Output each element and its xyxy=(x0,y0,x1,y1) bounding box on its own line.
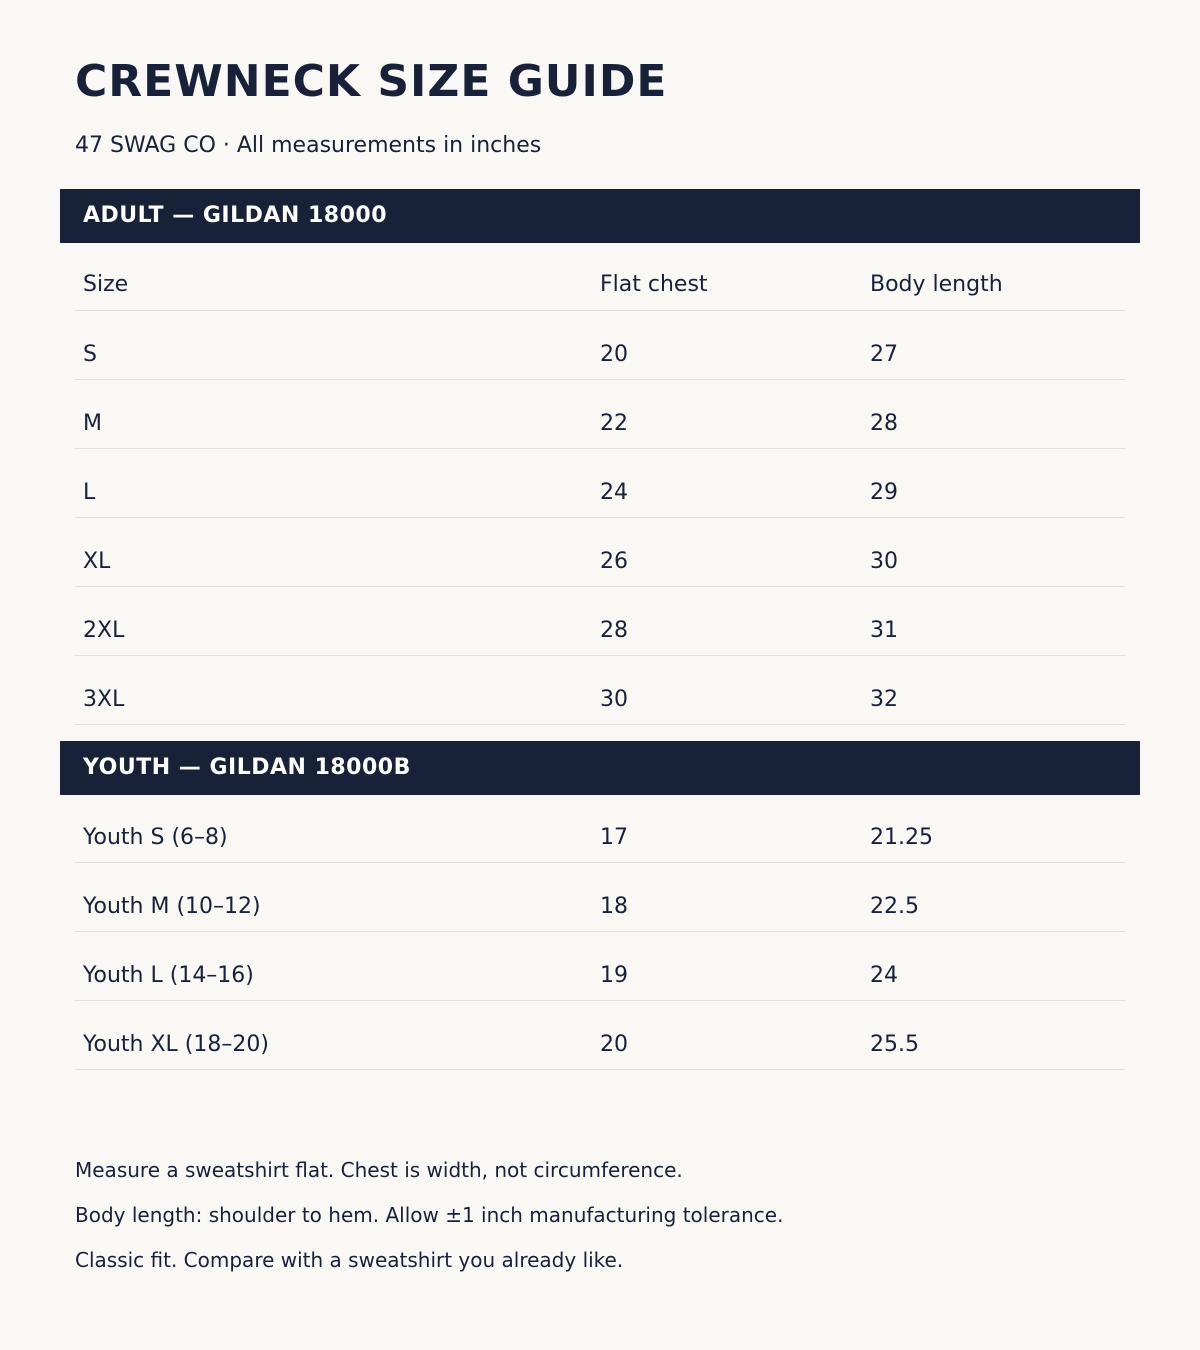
table-row xyxy=(75,587,1125,656)
flat-chest-cell: 19 xyxy=(600,963,628,988)
table-row xyxy=(75,518,1125,587)
section-header-youth: YOUTH — GILDAN 18000B xyxy=(60,741,1140,795)
flat-chest-cell: 17 xyxy=(600,825,628,850)
flat-chest-cell: 28 xyxy=(600,618,628,643)
body-length-cell: 30 xyxy=(870,549,898,574)
column-header-size: Size xyxy=(83,272,129,297)
table-row xyxy=(75,932,1125,1001)
youth-size-table xyxy=(75,794,1125,1070)
measurement-notes xyxy=(75,1150,783,1285)
size-cell: 3XL xyxy=(83,687,125,712)
table-row xyxy=(75,311,1125,380)
flat-chest-cell: 22 xyxy=(600,411,628,436)
table-row xyxy=(75,1001,1125,1070)
size-cell: Youth M (10–12) xyxy=(83,894,261,919)
flat-chest-cell: 30 xyxy=(600,687,628,712)
body-length-cell: 28 xyxy=(870,411,898,436)
size-cell: Youth S (6–8) xyxy=(83,825,228,850)
flat-chest-cell: 20 xyxy=(600,342,628,367)
size-cell: Youth XL (18–20) xyxy=(83,1032,269,1057)
body-length-cell: 27 xyxy=(870,342,898,367)
table-row xyxy=(75,794,1125,863)
table-row xyxy=(75,656,1125,725)
note-classic-fit: Classic fit. Compare with a sweatshirt you already like. xyxy=(75,1248,624,1272)
body-length-cell: 29 xyxy=(870,480,898,505)
body-length-cell: 25.5 xyxy=(870,1032,919,1057)
column-header-body-length: Body length xyxy=(870,272,1003,297)
page-title: CREWNECK SIZE GUIDE xyxy=(75,56,668,107)
size-cell: XL xyxy=(83,549,111,574)
size-cell: 2XL xyxy=(83,618,125,643)
body-length-cell: 21.25 xyxy=(870,825,933,850)
table-row xyxy=(75,380,1125,449)
flat-chest-cell: 20 xyxy=(600,1032,628,1057)
page-subtitle: 47 SWAG CO · All measurements in inches xyxy=(75,133,542,158)
body-length-cell: 24 xyxy=(870,963,898,988)
note-body-length: Body length: shoulder to hem. Allow ±1 inch manufacturing tolerance. xyxy=(75,1203,784,1227)
table-row xyxy=(75,449,1125,518)
flat-chest-cell: 26 xyxy=(600,549,628,574)
flat-chest-cell: 24 xyxy=(600,480,628,505)
table-row xyxy=(75,863,1125,932)
size-cell: L xyxy=(83,480,96,505)
size-cell: Youth L (14–16) xyxy=(83,963,254,988)
size-cell: M xyxy=(83,411,102,436)
adult-size-table xyxy=(75,242,1125,725)
body-length-cell: 31 xyxy=(870,618,898,643)
section-header-adult: ADULT — GILDAN 18000 xyxy=(60,189,1140,243)
body-length-cell: 22.5 xyxy=(870,894,919,919)
table-header-row xyxy=(75,242,1125,311)
body-length-cell: 32 xyxy=(870,687,898,712)
flat-chest-cell: 18 xyxy=(600,894,628,919)
note-measure-flat: Measure a sweatshirt flat. Chest is width, not circumference. xyxy=(75,1158,683,1182)
size-cell: S xyxy=(83,342,97,367)
column-header-flat-chest: Flat chest xyxy=(600,272,708,297)
